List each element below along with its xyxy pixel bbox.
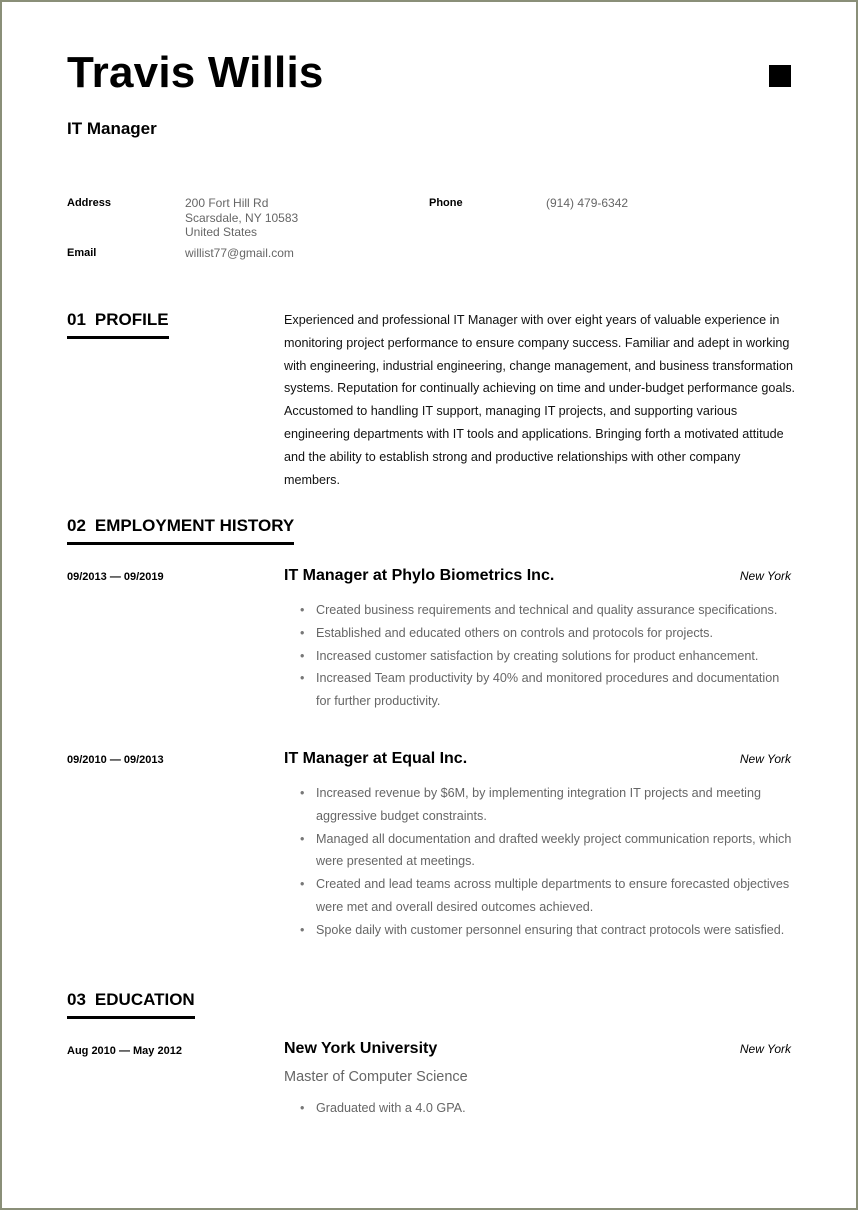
education-1-degree: Master of Computer Science — [284, 1069, 468, 1085]
address-line-3: United States — [185, 225, 258, 239]
job-1-dates: 09/2013 — 09/2019 — [67, 571, 164, 583]
list-item: • Spoke daily with customer personnel ensuring that contract protocols were satisfied. — [300, 919, 796, 942]
address-label: Address — [67, 197, 112, 209]
profile-heading — [67, 310, 169, 339]
address-line-1: 200 Fort Hill Rd — [185, 196, 269, 210]
profile-heading-text: PROFILE — [94, 310, 169, 329]
job-1-title: IT Manager at Phylo Biometrics Inc. — [284, 567, 555, 584]
list-item: • Increased Team productivity by 40% and monitored procedures and documentation for further productivity. — [300, 667, 796, 713]
job-1-location: New York — [739, 569, 791, 583]
education-1-bullets — [300, 1097, 796, 1120]
employment-heading-number: 02 — [67, 516, 86, 535]
job-2-location: New York — [739, 752, 791, 766]
address-value — [185, 196, 298, 240]
employment-heading — [67, 516, 294, 545]
education-heading — [67, 990, 195, 1019]
job-1-bullets — [300, 599, 796, 713]
education-heading-text: EDUCATION — [94, 990, 195, 1009]
email-label: Email — [67, 247, 97, 259]
job-2-dates: 09/2010 — 09/2013 — [67, 754, 164, 766]
education-1-school: New York University — [284, 1040, 438, 1057]
candidate-title: IT Manager — [67, 119, 157, 138]
job-2-bullets — [300, 782, 796, 942]
black-square-icon — [769, 65, 791, 87]
list-item: • Increased revenue by $6M, by implementing integration IT projects and meeting aggressive budget constraints. — [300, 782, 796, 828]
education-1-dates: Aug 2010 — May 2012 — [67, 1045, 182, 1057]
list-item: • Graduated with a 4.0 GPA. — [300, 1097, 796, 1120]
education-heading-number: 03 — [67, 990, 86, 1009]
list-item: • Increased customer satisfaction by creating solutions for product enhancement. — [300, 645, 796, 668]
address-line-2: Scarsdale, NY 10583 — [185, 210, 299, 225]
list-item: • Created and lead teams across multiple departments to ensure forecasted objectives were met and overall desired outcomes achieved. — [300, 873, 796, 919]
list-item: • Established and educated others on controls and protocols for projects. — [300, 622, 796, 645]
education-1-location: New York — [739, 1042, 791, 1056]
phone-label: Phone — [429, 197, 463, 209]
phone-value: (914) 479-6342 — [546, 196, 629, 210]
job-2-title: IT Manager at Equal Inc. — [284, 750, 468, 767]
profile-summary: Experienced and professional IT Manager with over eight years of valuable experience in monitoring project performance to ensure company success. Familiar and adept in working with engineering, industrial engineering, change management, and business transformation systems. Reputation for continually achieving on time and under-budget performance goals. Accustomed to handling IT support, managing IT projects, and supporting various engineering departments with IT tools and applications. Bringing forth a motivated attitude and the ability to establish strong and productive relationships with other company members. — [284, 313, 796, 487]
profile-heading-number: 01 — [67, 310, 86, 329]
list-item: • Created business requirements and technical and quality assurance specifications. — [300, 599, 796, 622]
candidate-name: Travis Willis — [67, 48, 324, 97]
employment-heading-text: EMPLOYMENT HISTORY — [94, 516, 295, 535]
list-item: • Managed all documentation and drafted weekly project communication reports, which were presented at meetings. — [300, 828, 796, 874]
email-value: willist77@gmail.com — [185, 246, 294, 260]
